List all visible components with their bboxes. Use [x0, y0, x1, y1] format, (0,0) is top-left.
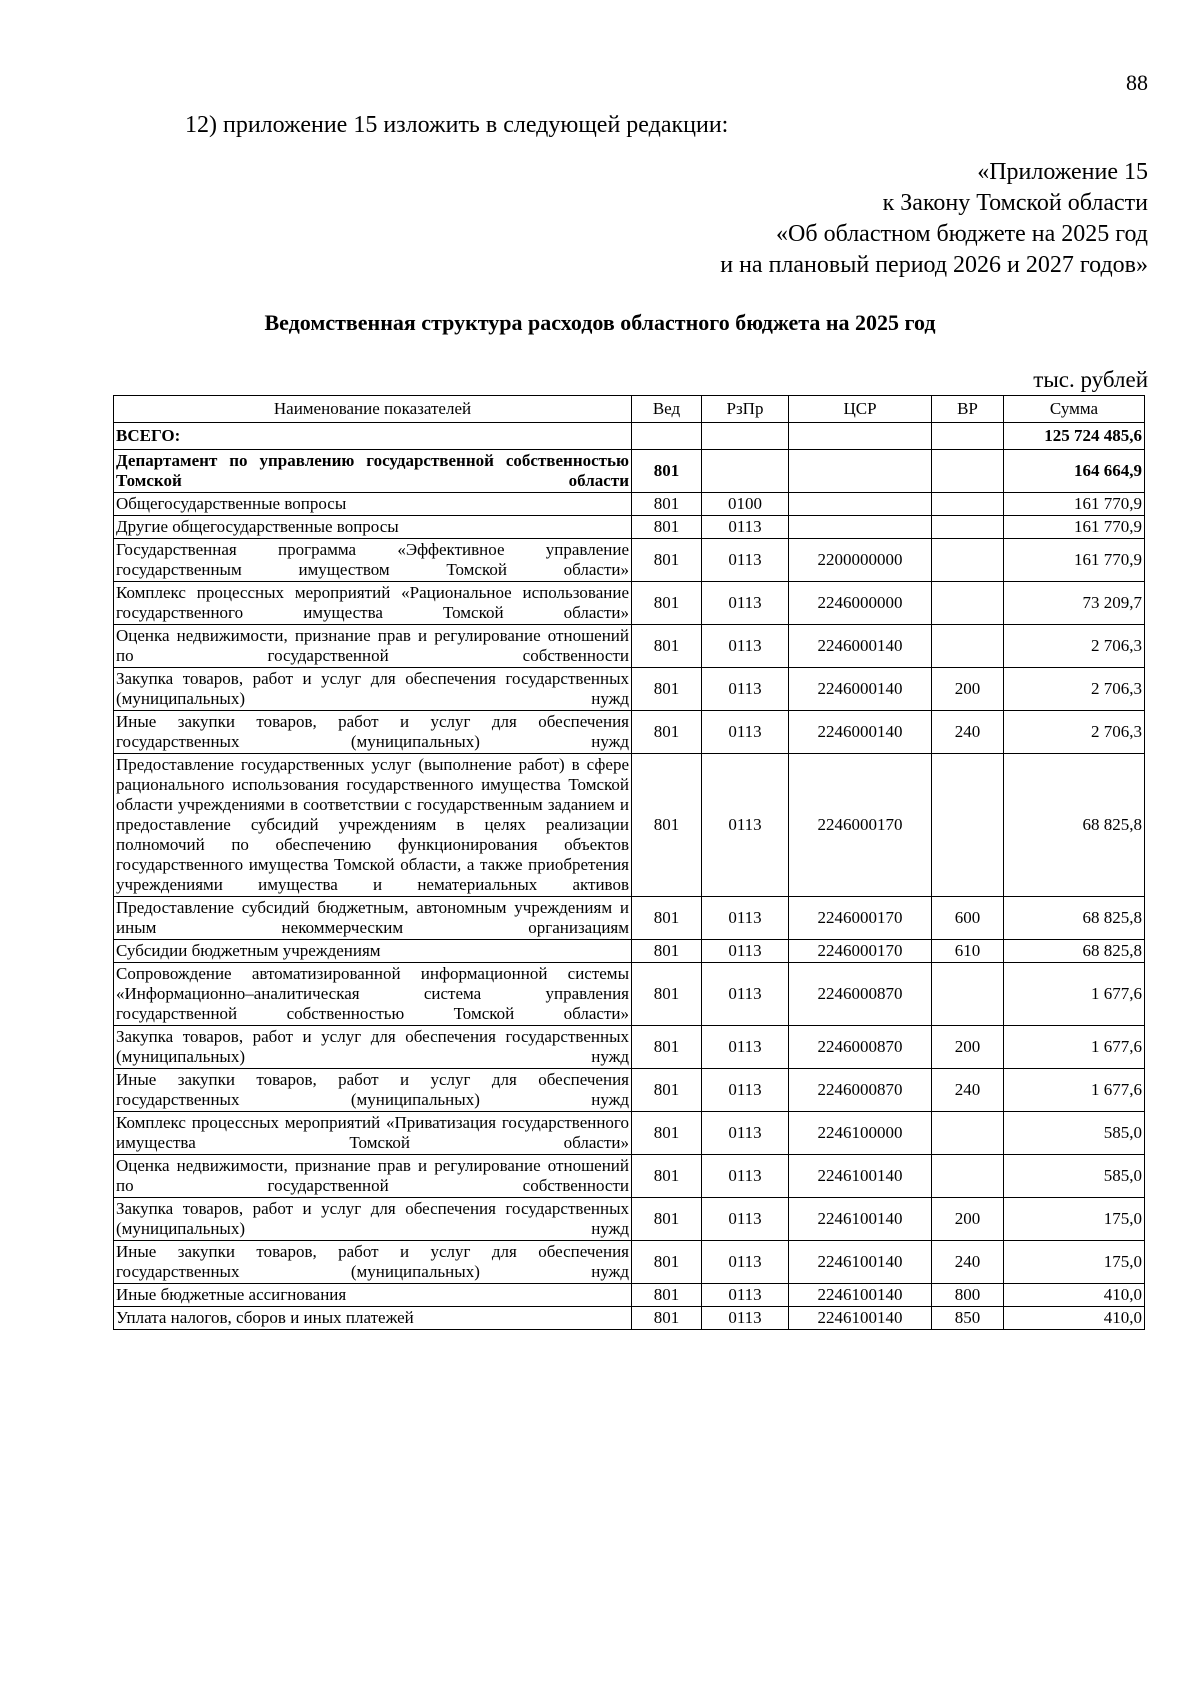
- table-row: [114, 1241, 1145, 1284]
- row-ved-cell: 801: [632, 450, 702, 493]
- row-name-cell: Другие общегосударственные вопросы: [114, 516, 632, 539]
- row-vr-cell: 850: [932, 1307, 1004, 1330]
- row-ved-cell: 801: [632, 1241, 702, 1284]
- table-row: [114, 516, 1145, 539]
- table-row: [114, 423, 1145, 450]
- column-header-rzpr: РзПр: [702, 396, 789, 423]
- row-name-cell: Закупка товаров, работ и услуг для обеспечения государственных (муниципальных) нужд: [114, 1198, 632, 1241]
- row-csr-cell: 2246100140: [789, 1307, 932, 1330]
- row-ved-cell: 801: [632, 1284, 702, 1307]
- table-row: [114, 493, 1145, 516]
- table-row: [114, 897, 1145, 940]
- row-sum-cell: 161 770,9: [1004, 493, 1145, 516]
- row-ved-cell: 801: [632, 1155, 702, 1198]
- table-row: [114, 1198, 1145, 1241]
- row-vr-cell: 600: [932, 897, 1004, 940]
- row-vr-cell: 240: [932, 1241, 1004, 1284]
- row-name-cell: Иные бюджетные ассигнования: [114, 1284, 632, 1307]
- row-sum-cell: 161 770,9: [1004, 516, 1145, 539]
- row-ved-cell: 801: [632, 1112, 702, 1155]
- appendix-line: и на плановый период 2026 и 2027 годов»: [720, 252, 1148, 278]
- row-csr-cell: [789, 516, 932, 539]
- row-rzpr-cell: 0113: [702, 539, 789, 582]
- table-row: [114, 450, 1145, 493]
- row-vr-cell: [932, 582, 1004, 625]
- row-vr-cell: 200: [932, 1026, 1004, 1069]
- row-sum-cell: 161 770,9: [1004, 539, 1145, 582]
- row-sum-cell: 2 706,3: [1004, 711, 1145, 754]
- appendix-line: «Об областном бюджете на 2025 год: [776, 221, 1148, 247]
- row-sum-cell: 68 825,8: [1004, 754, 1145, 897]
- row-vr-cell: [932, 625, 1004, 668]
- row-ved-cell: 801: [632, 963, 702, 1026]
- row-csr-cell: [789, 450, 932, 493]
- row-csr-cell: 2246000170: [789, 897, 932, 940]
- row-rzpr-cell: 0113: [702, 897, 789, 940]
- budget-table: [113, 395, 1145, 1330]
- row-name-cell: ВСЕГО:: [114, 423, 632, 450]
- row-ved-cell: [632, 423, 702, 450]
- row-name-cell: Комплекс процессных мероприятий «Приватизация государственного имущества Томской области»: [114, 1112, 632, 1155]
- row-ved-cell: 801: [632, 539, 702, 582]
- row-rzpr-cell: [702, 450, 789, 493]
- row-csr-cell: [789, 423, 932, 450]
- table-row: [114, 754, 1145, 897]
- row-ved-cell: 801: [632, 897, 702, 940]
- column-header-csr: ЦСР: [789, 396, 932, 423]
- row-vr-cell: 240: [932, 1069, 1004, 1112]
- row-rzpr-cell: 0113: [702, 582, 789, 625]
- table-row: [114, 1307, 1145, 1330]
- row-rzpr-cell: 0113: [702, 1284, 789, 1307]
- row-csr-cell: 2246000140: [789, 625, 932, 668]
- row-csr-cell: 2246100140: [789, 1241, 932, 1284]
- row-vr-cell: [932, 493, 1004, 516]
- row-ved-cell: 801: [632, 754, 702, 897]
- row-name-cell: Иные закупки товаров, работ и услуг для обеспечения государственных (муниципальных) нужд: [114, 1241, 632, 1284]
- row-vr-cell: [932, 1155, 1004, 1198]
- table-row: [114, 940, 1145, 963]
- row-rzpr-cell: 0113: [702, 754, 789, 897]
- row-rzpr-cell: [702, 423, 789, 450]
- row-name-cell: Закупка товаров, работ и услуг для обеспечения государственных (муниципальных) нужд: [114, 1026, 632, 1069]
- row-vr-cell: 200: [932, 668, 1004, 711]
- row-vr-cell: [932, 450, 1004, 493]
- table-row: [114, 1026, 1145, 1069]
- row-name-cell: Общегосударственные вопросы: [114, 493, 632, 516]
- row-vr-cell: [932, 754, 1004, 897]
- column-header-name: Наименование показателей: [114, 396, 632, 423]
- row-name-cell: Субсидии бюджетным учреждениям: [114, 940, 632, 963]
- table-row: [114, 711, 1145, 754]
- row-name-cell: Уплата налогов, сборов и иных платежей: [114, 1307, 632, 1330]
- row-name-cell: Иные закупки товаров, работ и услуг для обеспечения государственных (муниципальных) нужд: [114, 1069, 632, 1112]
- row-sum-cell: 585,0: [1004, 1112, 1145, 1155]
- row-vr-cell: 800: [932, 1284, 1004, 1307]
- row-rzpr-cell: 0113: [702, 1069, 789, 1112]
- row-csr-cell: 2246100000: [789, 1112, 932, 1155]
- row-name-cell: Предоставление государственных услуг (выполнение работ) в сфере рационального использования государственного имущества Томской области учреждениями в соответствии с государственным заданием и предоставление субсидий учреждениям в целях реализации полномочий по обеспечению функционирования объектов государственного имущества Томской области, а также приобретения учреждениями имущества и нематериальных активов: [114, 754, 632, 897]
- row-rzpr-cell: 0113: [702, 1198, 789, 1241]
- row-ved-cell: 801: [632, 711, 702, 754]
- row-rzpr-cell: 0113: [702, 1026, 789, 1069]
- row-sum-cell: 585,0: [1004, 1155, 1145, 1198]
- row-csr-cell: 2246000170: [789, 940, 932, 963]
- row-sum-cell: 1 677,6: [1004, 963, 1145, 1026]
- row-name-cell: Комплекс процессных мероприятий «Рациональное использование государственного имущества Томской области»: [114, 582, 632, 625]
- table-row: [114, 539, 1145, 582]
- row-rzpr-cell: 0113: [702, 625, 789, 668]
- table-row: [114, 1284, 1145, 1307]
- row-sum-cell: 125 724 485,6: [1004, 423, 1145, 450]
- row-name-cell: Государственная программа «Эффективное управление государственным имуществом Томской области»: [114, 539, 632, 582]
- row-vr-cell: [932, 516, 1004, 539]
- row-vr-cell: 240: [932, 711, 1004, 754]
- row-csr-cell: 2246000140: [789, 711, 932, 754]
- row-sum-cell: 1 677,6: [1004, 1026, 1145, 1069]
- row-rzpr-cell: 0113: [702, 1241, 789, 1284]
- row-rzpr-cell: 0113: [702, 1112, 789, 1155]
- row-rzpr-cell: 0113: [702, 1307, 789, 1330]
- row-vr-cell: 200: [932, 1198, 1004, 1241]
- table-body: [114, 423, 1145, 1330]
- row-rzpr-cell: 0113: [702, 1155, 789, 1198]
- table-row: [114, 1155, 1145, 1198]
- row-vr-cell: [932, 1112, 1004, 1155]
- row-name-cell: Оценка недвижимости, признание прав и регулирование отношений по государственной собственности: [114, 625, 632, 668]
- row-csr-cell: 2246000000: [789, 582, 932, 625]
- row-ved-cell: 801: [632, 516, 702, 539]
- row-sum-cell: 164 664,9: [1004, 450, 1145, 493]
- row-name-cell: Департамент по управлению государственной собственностью Томской области: [114, 450, 632, 493]
- appendix-line: к Закону Томской области: [882, 190, 1148, 216]
- row-sum-cell: 68 825,8: [1004, 897, 1145, 940]
- appendix-line: «Приложение 15: [977, 159, 1148, 185]
- row-vr-cell: [932, 963, 1004, 1026]
- row-csr-cell: [789, 493, 932, 516]
- row-sum-cell: 2 706,3: [1004, 668, 1145, 711]
- row-name-cell: Закупка товаров, работ и услуг для обеспечения государственных (муниципальных) нужд: [114, 668, 632, 711]
- row-ved-cell: 801: [632, 625, 702, 668]
- row-ved-cell: 801: [632, 668, 702, 711]
- row-csr-cell: 2246100140: [789, 1198, 932, 1241]
- row-rzpr-cell: 0113: [702, 516, 789, 539]
- row-csr-cell: 2246000870: [789, 1069, 932, 1112]
- row-ved-cell: 801: [632, 1069, 702, 1112]
- row-csr-cell: 2246000870: [789, 963, 932, 1026]
- row-csr-cell: 2246100140: [789, 1155, 932, 1198]
- row-ved-cell: 801: [632, 1026, 702, 1069]
- table-row: [114, 582, 1145, 625]
- row-name-cell: Иные закупки товаров, работ и услуг для обеспечения государственных (муниципальных) нужд: [114, 711, 632, 754]
- row-name-cell: Оценка недвижимости, признание прав и регулирование отношений по государственной собственности: [114, 1155, 632, 1198]
- row-sum-cell: 175,0: [1004, 1241, 1145, 1284]
- units-label: тыс. рублей: [1033, 367, 1148, 392]
- intro-paragraph: 12) приложение 15 изложить в следующей редакции:: [185, 112, 729, 138]
- column-header-vr: ВР: [932, 396, 1004, 423]
- row-csr-cell: 2246000870: [789, 1026, 932, 1069]
- row-csr-cell: 2246000140: [789, 668, 932, 711]
- row-ved-cell: 801: [632, 1307, 702, 1330]
- row-name-cell: Сопровождение автоматизированной информационной системы «Информационно–аналитическая система управления государственной собственностью Томской области»: [114, 963, 632, 1026]
- table-row: [114, 963, 1145, 1026]
- row-name-cell: Предоставление субсидий бюджетным, автономным учреждениям и иным некоммерческим организациям: [114, 897, 632, 940]
- row-vr-cell: 610: [932, 940, 1004, 963]
- row-sum-cell: 1 677,6: [1004, 1069, 1145, 1112]
- row-vr-cell: [932, 539, 1004, 582]
- table-header-row: [114, 396, 1145, 423]
- row-sum-cell: 73 209,7: [1004, 582, 1145, 625]
- row-csr-cell: 2246100140: [789, 1284, 932, 1307]
- row-vr-cell: [932, 423, 1004, 450]
- column-header-sum: Сумма: [1004, 396, 1145, 423]
- row-rzpr-cell: 0113: [702, 668, 789, 711]
- column-header-ved: Вед: [632, 396, 702, 423]
- row-rzpr-cell: 0113: [702, 940, 789, 963]
- row-ved-cell: 801: [632, 493, 702, 516]
- table-row: [114, 625, 1145, 668]
- table-row: [114, 1112, 1145, 1155]
- document-title: Ведомственная структура расходов областного бюджета на 2025 год: [264, 310, 936, 335]
- row-rzpr-cell: 0100: [702, 493, 789, 516]
- row-sum-cell: 410,0: [1004, 1307, 1145, 1330]
- row-rzpr-cell: 0113: [702, 963, 789, 1026]
- row-sum-cell: 2 706,3: [1004, 625, 1145, 668]
- appendix-header: [720, 157, 1148, 281]
- row-ved-cell: 801: [632, 940, 702, 963]
- row-ved-cell: 801: [632, 1198, 702, 1241]
- row-rzpr-cell: 0113: [702, 711, 789, 754]
- page-number: 88: [1126, 70, 1148, 95]
- row-csr-cell: 2200000000: [789, 539, 932, 582]
- table-row: [114, 668, 1145, 711]
- row-csr-cell: 2246000170: [789, 754, 932, 897]
- row-sum-cell: 410,0: [1004, 1284, 1145, 1307]
- table-row: [114, 1069, 1145, 1112]
- row-ved-cell: 801: [632, 582, 702, 625]
- row-sum-cell: 175,0: [1004, 1198, 1145, 1241]
- row-sum-cell: 68 825,8: [1004, 940, 1145, 963]
